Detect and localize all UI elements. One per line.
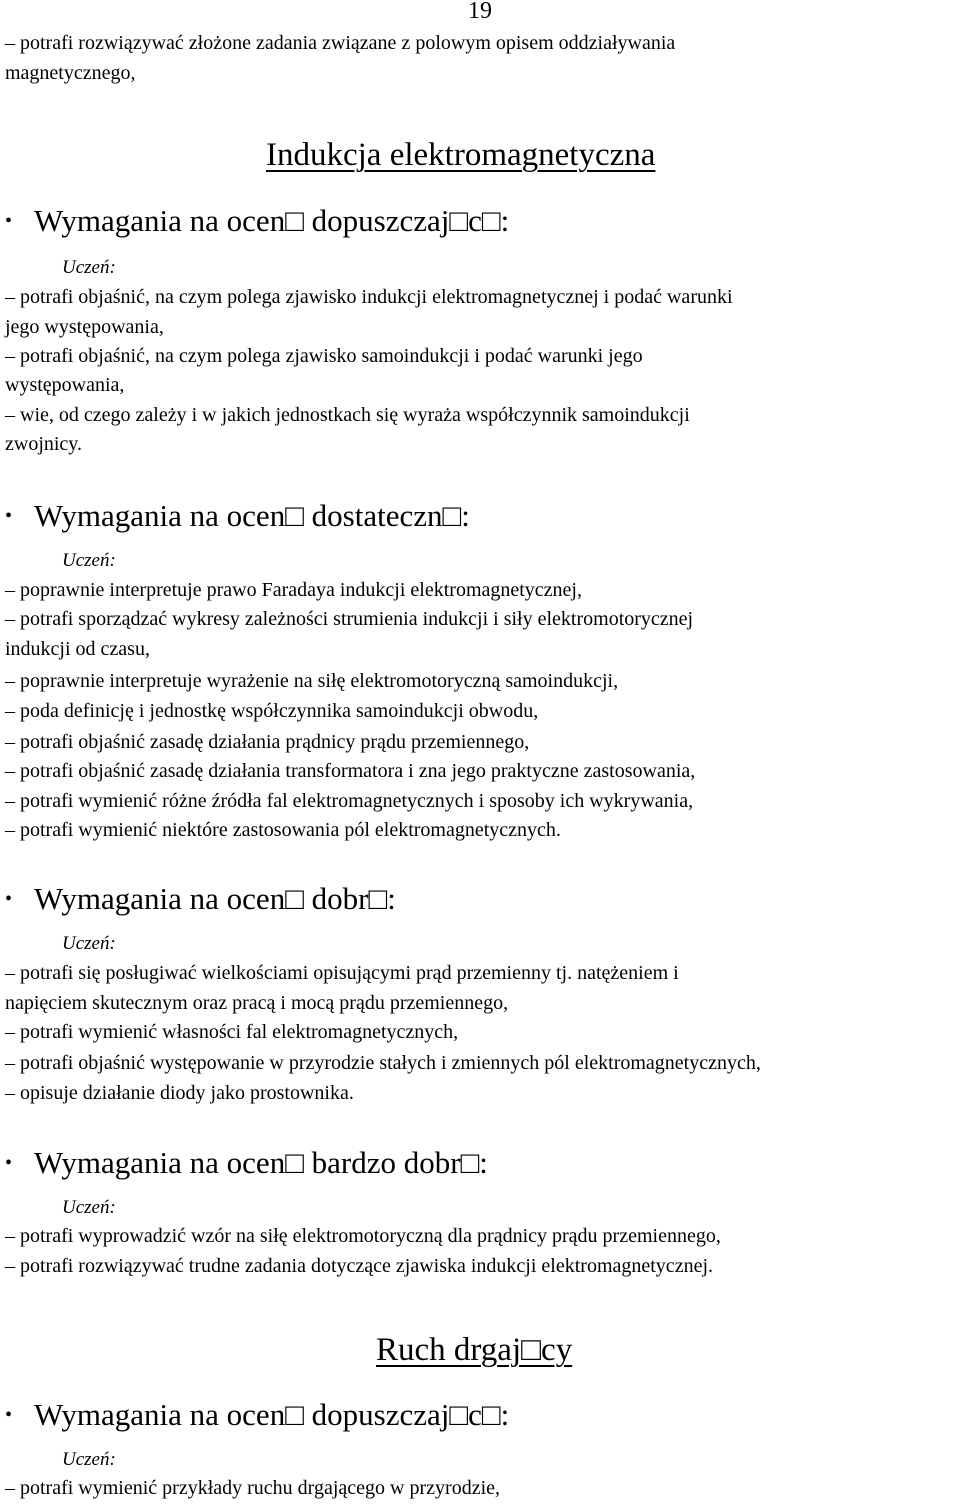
list-item: – potrafi wymienić różne źródła fal elektromagnetycznych i sposoby ich wykrywania, [5,790,694,812]
list-item: – potrafi wymienić przykłady ruchu drgającego w przyrodzie, [5,1477,500,1499]
list-item: – poprawnie interpretuje prawo Faradaya indukcji elektromagnetycznej, [5,579,582,601]
requirements-heading [5,1397,509,1433]
section-title: Ruch drgaj□cy [376,1332,573,1368]
list-item: – potrafi objaśnić, na czym polega zjawisko samoindukcji i podać warunki jego [5,345,643,367]
student-label: Uczeń: [62,1197,116,1218]
student-label: Uczeń: [62,257,116,278]
list-item: – potrafi wyprowadzić wzór na siłę elektromotoryczną dla prądnicy prądu przemiennego, [5,1225,721,1247]
section-title: Indukcja elektromagnetyczna [266,137,656,173]
list-item: indukcji od czasu, [5,638,150,660]
student-label: Uczeń: [62,550,116,571]
list-item: – potrafi objaśnić występowanie w przyrodzie stałych i zmiennych pól elektromagnetycznych, [5,1052,761,1074]
list-item: jego występowania, [5,316,164,338]
student-label: Uczeń: [62,1449,116,1470]
list-item: napięciem skutecznym oraz pracą i mocą prądu przemiennego, [5,992,509,1014]
list-item: – potrafi rozwiązywać złożone zadania związane z polowym opisem oddziaływania [5,32,676,54]
list-item: – potrafi objaśnić zasadę działania transformatora i zna jego praktyczne zastosowania, [5,760,696,782]
bullet-icon: • [5,888,13,910]
list-item: – potrafi objaśnić, na czym polega zjawisko indukcji elektromagnetycznej i podać warunki [5,286,733,308]
list-item: magnetycznego, [5,62,136,84]
requirements-heading [5,203,509,239]
heading-text: Wymagania na ocen□ dobr□: [34,881,396,916]
bullet-icon: • [5,210,13,232]
list-item: – wie, od czego zależy i w jakich jednostkach się wyraża współczynnik samoindukcji [5,404,690,426]
list-item: – opisuje działanie diody jako prostownika. [5,1082,354,1104]
page-number: 19 [468,0,492,24]
list-item: – potrafi objaśnić zasadę działania prądnicy prądu przemiennego, [5,731,530,753]
list-item: – poda definicję i jednostkę współczynnika samoindukcji obwodu, [5,700,539,722]
bullet-icon: • [5,1404,13,1426]
list-item: – poprawnie interpretuje wyrażenie na siłę elektromotoryczną samoindukcji, [5,670,619,692]
heading-text: Wymagania na ocen□ dopuszczaj□c□: [34,1397,510,1432]
list-item: – potrafi wymienić niektóre zastosowania pól elektromagnetycznych. [5,819,561,841]
list-item: występowania, [5,374,125,396]
student-label: Uczeń: [62,933,116,954]
requirements-heading [5,1145,488,1181]
list-item: – potrafi sporządzać wykresy zależności strumienia indukcji i siły elektromotorycznej [5,608,694,630]
heading-text: Wymagania na ocen□ dostateczn□: [34,498,470,533]
list-item: – potrafi rozwiązywać trudne zadania dotyczące zjawiska indukcji elektromagnetycznej. [5,1255,713,1277]
list-item: zwojnicy. [5,433,83,455]
heading-text: Wymagania na ocen□ bardzo dobr□: [34,1145,488,1180]
requirements-heading [5,881,396,917]
bullet-icon: • [5,1152,13,1174]
bullet-icon: • [5,505,13,527]
heading-text: Wymagania na ocen□ dopuszczaj□c□: [34,203,510,238]
list-item: – potrafi wymienić własności fal elektromagnetycznych, [5,1021,459,1043]
requirements-heading [5,498,470,534]
list-item: – potrafi się posługiwać wielkościami opisującymi prąd przemienny tj. natężeniem i [5,962,679,984]
